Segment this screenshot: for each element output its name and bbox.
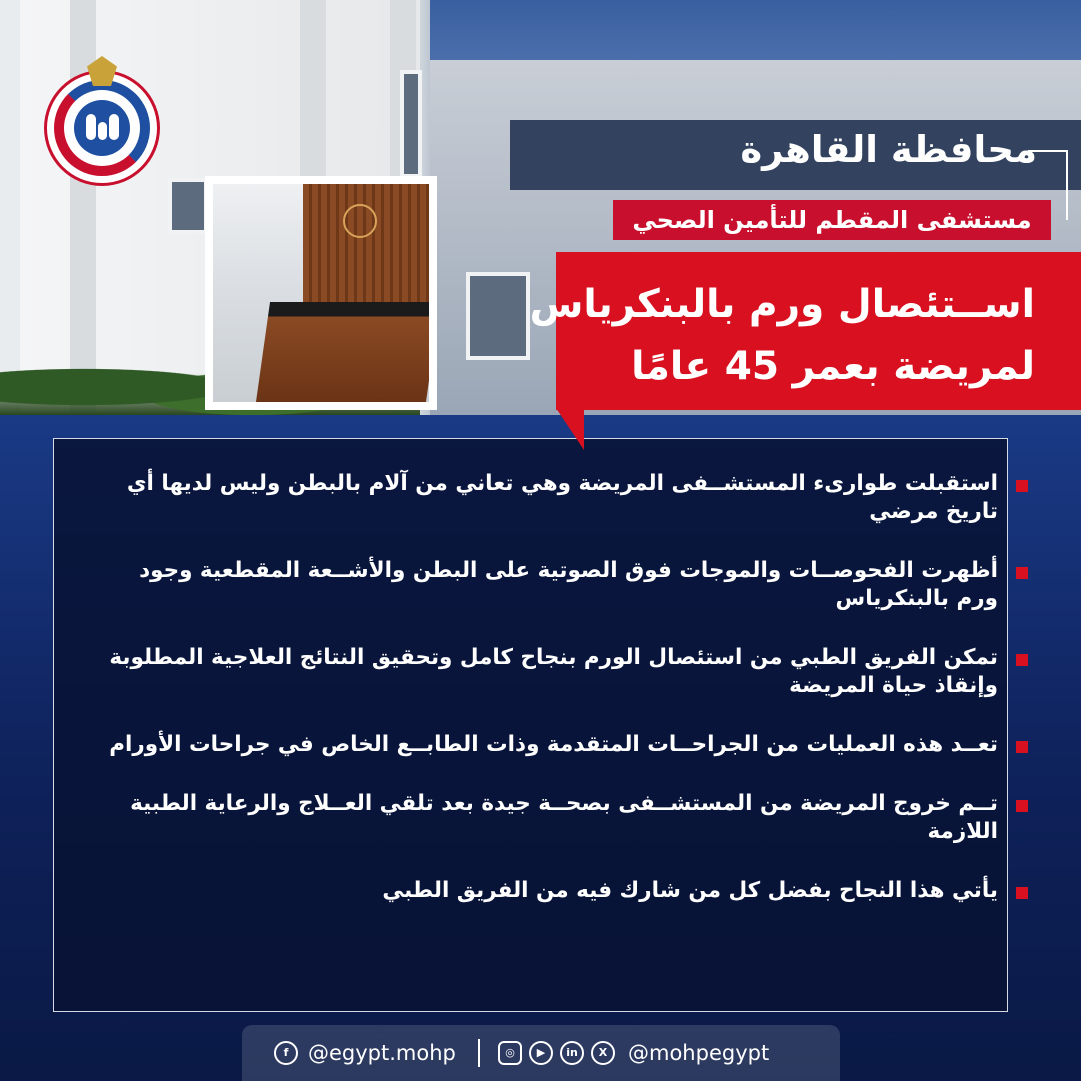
building-window [168, 178, 208, 234]
x-icon[interactable]: X [591, 1041, 615, 1065]
square-bullet-icon [1016, 480, 1028, 492]
list-item [100, 644, 1028, 700]
footer-divider [478, 1039, 480, 1067]
headline-line-2: لمريضة بعمر 45 عامًا [631, 344, 1035, 389]
bullet-text: تمكن الفريق الطبي من استئصال الورم بنجاح كامل وتحقيق النتائج العلاجية المطلوبة وإنقاذ حياة المريضة [109, 645, 998, 698]
bullet-list [100, 470, 1028, 936]
wall-logo-icon [343, 204, 377, 238]
square-bullet-icon [1016, 741, 1028, 753]
reception-photo [213, 184, 429, 402]
bullet-text: تعــد هذه العمليات من الجراحــات المتقدمة وذات الطابــع الخاص في جراحات الأورام [109, 732, 998, 757]
governorate-rule-tick [1066, 150, 1068, 220]
bullet-text: استقبلت طوارىء المستشــفى المريضة وهي تعاني من آلام بالبطن وليس لديها أي تاريخ مرضي [126, 471, 998, 524]
social-handle[interactable]: @mohpegypt [628, 1041, 770, 1065]
bullet-text: أظهرت الفحوصــات والموجات فوق الصوتية على البطن والأشــعة المقطعية وجود ورم بالبنكرياس [139, 558, 998, 611]
linkedin-icon[interactable]: in [560, 1041, 584, 1065]
facebook-icon[interactable]: f [274, 1041, 298, 1065]
reception-desk [256, 302, 429, 402]
square-bullet-icon [1016, 567, 1028, 579]
list-item [100, 470, 1028, 526]
ministry-logo [44, 70, 160, 186]
list-item [100, 877, 1028, 905]
bullet-text: يأتي هذا النجاح بفضل كل من شارك فيه من الفريق الطبي [382, 878, 998, 903]
square-bullet-icon [1016, 887, 1028, 899]
youtube-icon[interactable]: ▶ [529, 1041, 553, 1065]
instagram-icon[interactable]: ◎ [498, 1041, 522, 1065]
headline-line-1: اســتئصال ورم بالبنكرياس [529, 282, 1035, 327]
list-item [100, 790, 1028, 846]
facebook-handle[interactable]: @egypt.mohp [308, 1041, 456, 1065]
building-window [466, 272, 530, 360]
list-item [100, 731, 1028, 759]
reception-photo-frame [205, 176, 437, 410]
governorate-title: محافظة القاهرة [740, 128, 1037, 171]
headline-box [529, 252, 1081, 410]
hospital-name: مستشفى المقطم للتأمين الصحي [613, 200, 1051, 240]
square-bullet-icon [1016, 800, 1028, 812]
social-footer [242, 1025, 840, 1081]
building-window [400, 70, 422, 178]
bullet-text: تــم خروج المريضة من المستشــفى بصحــة جيدة بعد تلقي العــلاج والرعاية الطبية اللازمة [130, 791, 998, 844]
square-bullet-icon [1016, 654, 1028, 666]
list-item [100, 557, 1028, 613]
family-icon [74, 100, 130, 156]
